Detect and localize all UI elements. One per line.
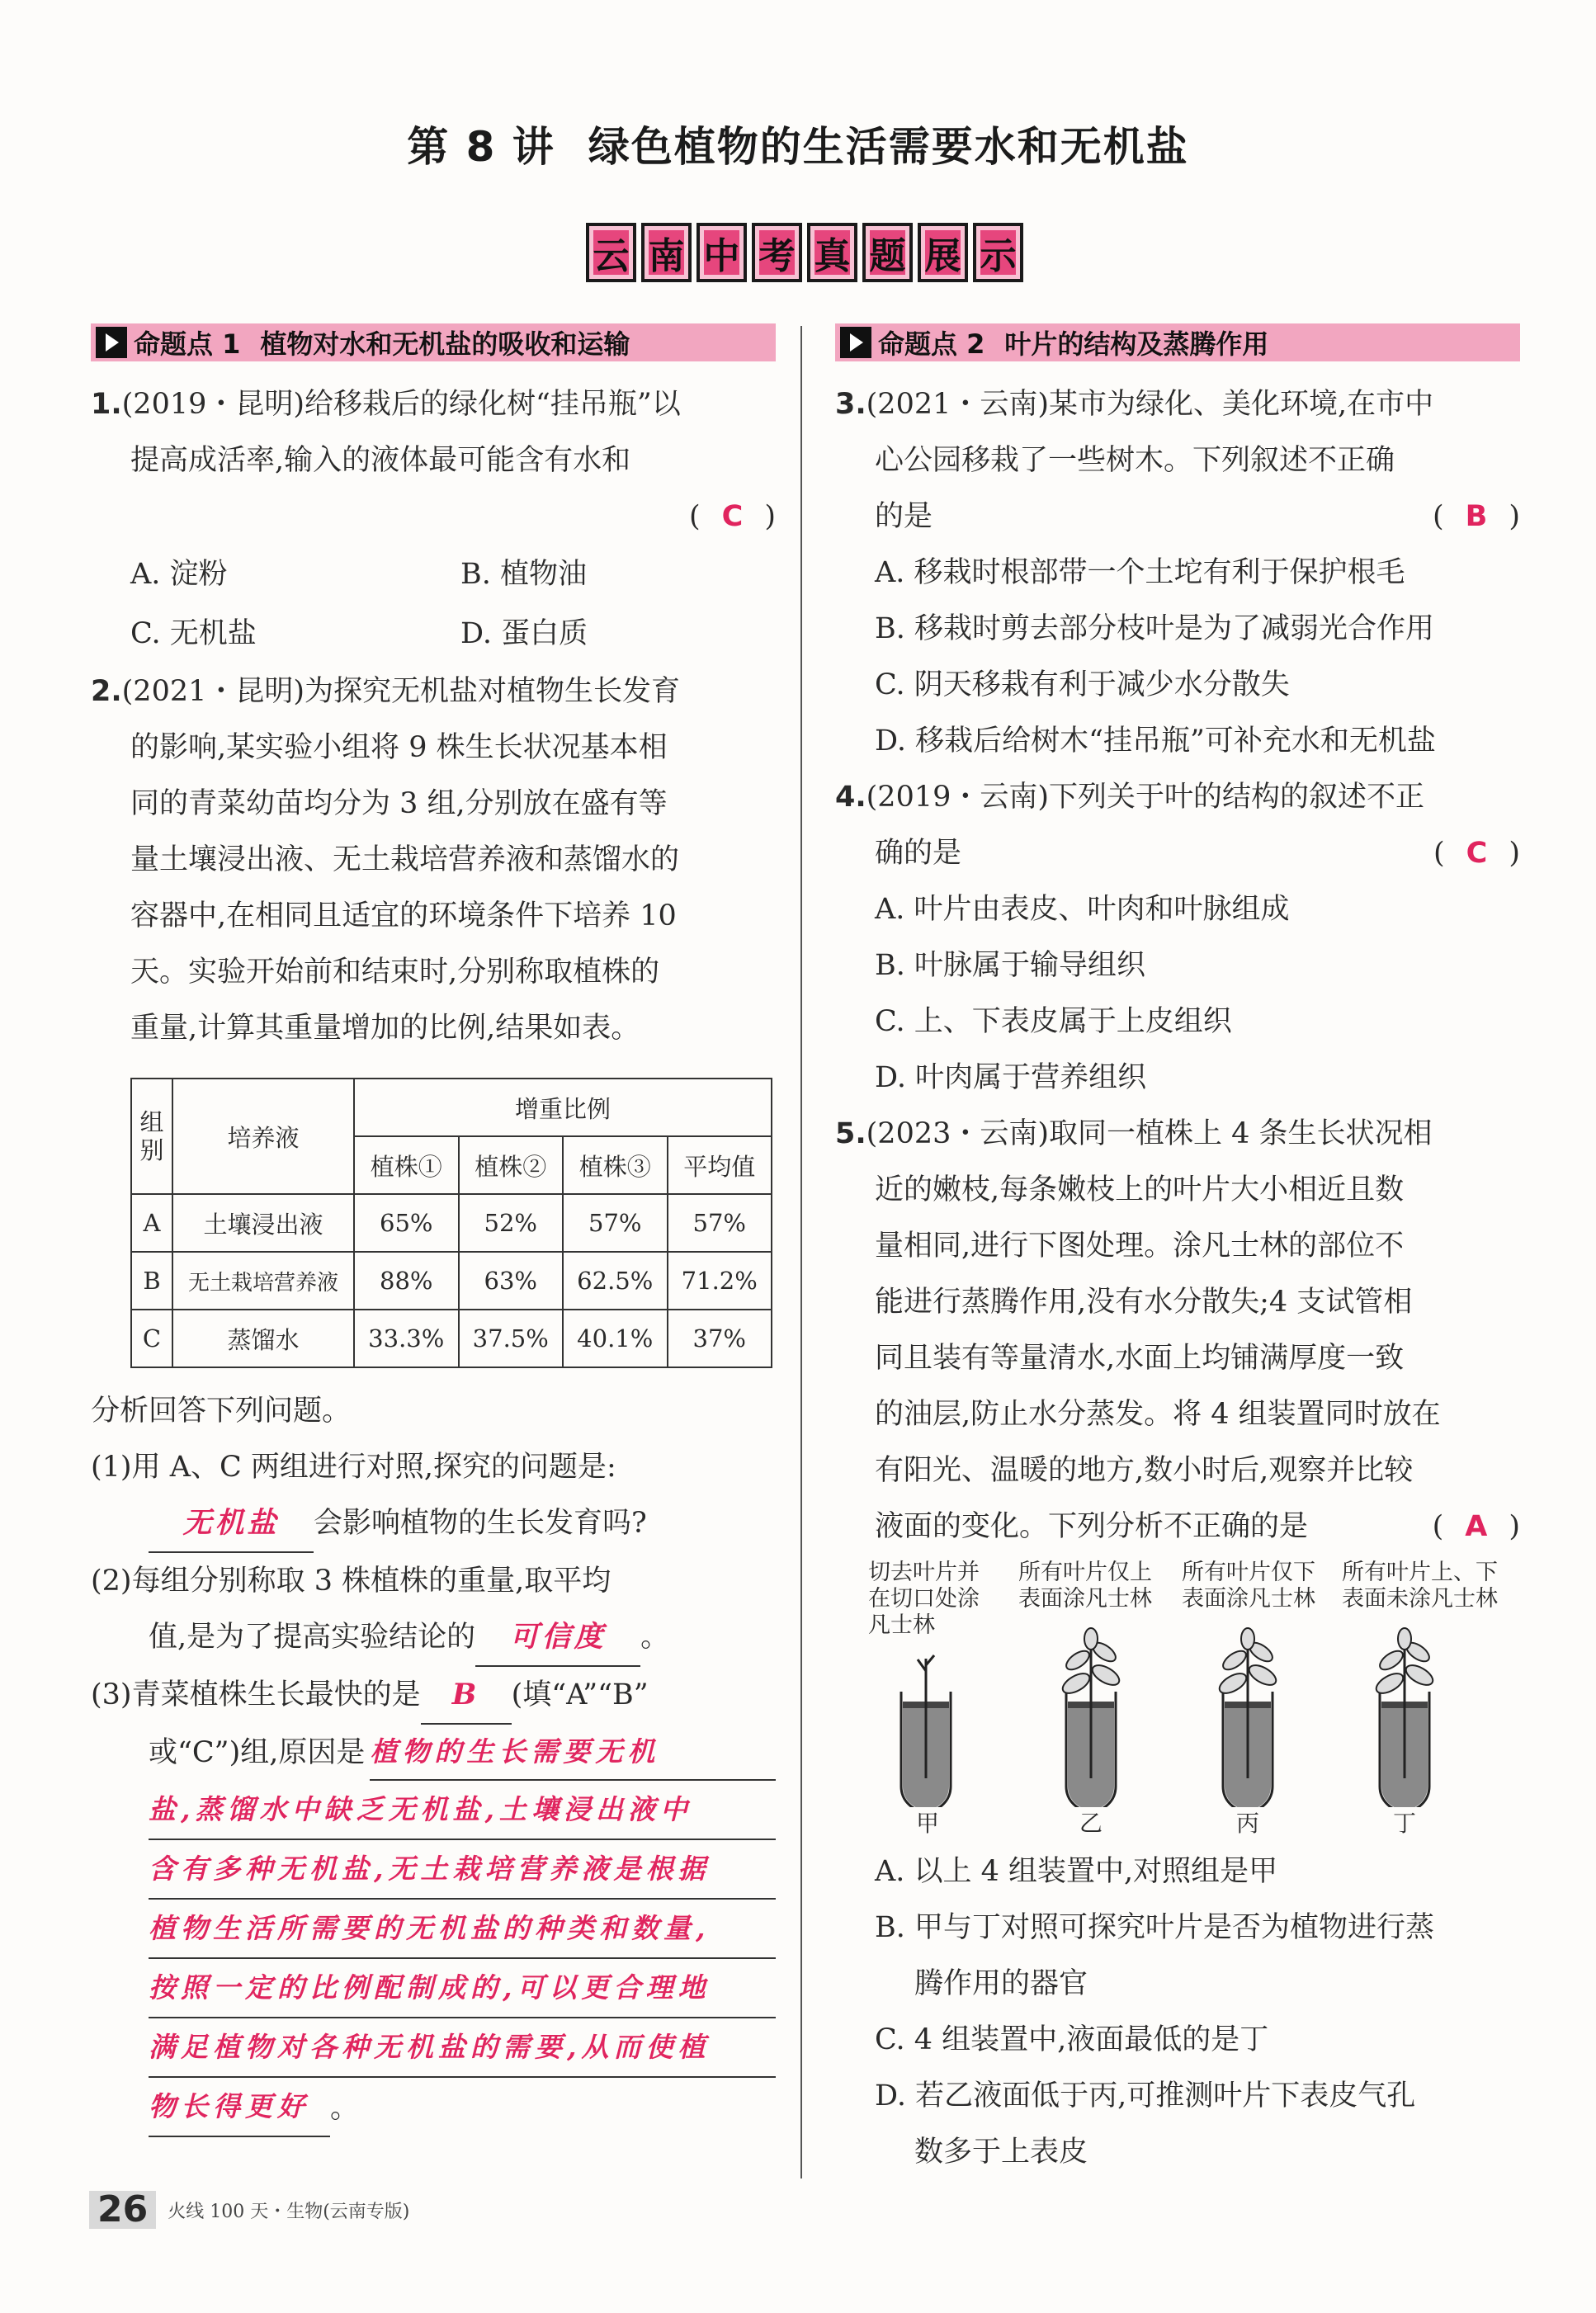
tube-label: 丙: [1236, 1810, 1260, 1837]
reason-line[interactable]: 盐,蒸馏水中缺乏无机盐,土壤浸出液中: [149, 1781, 776, 1840]
reason-line[interactable]: 植物的生长需要无机: [370, 1725, 776, 1781]
banner-char: 南: [641, 223, 692, 282]
question-2: 2.(2021・昆明)为探究无机盐对植物生长发育 的影响,某实验小组将 9 株生长状况基本相 同的青菜幼苗均分为 3 组,分别放在盛有等 量土壤浸出液、无土栽培营养液和蒸馏水的 容器中,在相同且适宜的环境条件下培养 10 天。实验开始前和结束时,分别称取植株的 重量,计算其重量增加的比例,结果如表。 组别 培养液 增重比例 植株① 植株② 植株③ 平均值 A 土壤浸出液 65% 52% 57% 57% B 无土栽培营养液 88% 63% 62.5% 71.2% C 蒸馏水 33.3% 37.5% 40.1% 37% 分析回答下列问题。 (1)用 A、C 两组进行对照,探究的问题是: 无机盐 会影响植物的生长发育吗? (2)每组分别称取 3 株植株的重量,取平均 值,是为了提高实验结论的 可信度 。 (3)青菜植株生长最快的是 B (填“A”“B” 或“C”)组,原因是 植物的生长需要无机 盐,蒸馏水中缺乏无机盐,土壤浸出液中 含有多种无机盐,无土栽培营养液是根据 植物生活所需要的无机盐的种类和数量, 按照一定的比例配制成的,可以更合理地 满足植物对各种无机盐的需要,从而使植 物长得更好 。: [91, 663, 776, 2137]
fill-blank-1[interactable]: 无机盐: [149, 1495, 314, 1553]
tube-label: 乙: [1079, 1810, 1103, 1837]
test-tubes-illustration: [868, 1560, 1520, 1807]
reason-line[interactable]: 植物生活所需要的无机盐的种类和数量,: [149, 1900, 776, 1959]
topic-header-1: 命题点 1 植物对水和无机盐的吸收和运输: [91, 323, 776, 361]
question-5: 5.(2023・云南)取同一植株上 4 条生长状况相 近的嫩枝,每条嫩枝上的叶片大小相近且数 量相同,进行下图处理。涂凡士林的部位不 能进行蒸腾作用,没有水分散失;4 支试管相 同且装有等量清水,水面上均铺满厚度一致 的油层,防止水分蒸发。将 4 组装置同时放在 有阳光、温暖的地方,数小时后,观察并比较 液面的变化。下列分析不正确的是 ( A ) 切去叶片并 在切口处涂 凡士林 所有叶片仅上 表面涂凡士林 所有叶片仅下 表面涂凡士林 所有叶片上、下 表面未涂凡士林 甲 乙 丙 丁 A. 以上 4 组装置中,对照组是甲 B. 甲与丁对照可探究叶片是否为植物进行蒸 腾作用的器官 C. 4 组装置中,液面最低的是丁 D. 若乙液面低于丙,可推测叶片下表皮气孔 数多于上表皮: [835, 1117, 1520, 2169]
reason-line[interactable]: 按照一定的比例配制成的,可以更合理地: [149, 1959, 776, 2018]
answer-5: A: [1465, 1510, 1488, 1543]
question-3: 3.(2021・云南)某市为绿化、美化环境,在市中 心公园移栽了一些树木。下列叙述不正确 的是 ( B ) A. 移栽时根部带一个土坨有利于保护根毛 B. 移栽时剪去部分枝叶是为了减弱光合作用 C. 阴天移栽有利于减少水分散失 D. 移栽后给树木“挂吊瓶”可补充水和无机盐: [835, 388, 1520, 758]
banner-char: 展: [918, 223, 968, 282]
left-column: [91, 323, 776, 2137]
play-icon: [840, 327, 871, 358]
results-table: 组别 培养液 增重比例 植株① 植株② 植株③ 平均值 A 土壤浸出液 65% 52% 57% 57% B 无土栽培营养液 88% 63% 62.5% 71.2% C 蒸馏水 33.3% 37.5% 40.1% 37%: [130, 1078, 772, 1368]
banner-char: 题: [862, 223, 913, 282]
footer: [89, 2188, 410, 2230]
question-4: 4.(2019・云南)下列关于叶的结构的叙述不正 确的是 ( C ) A. 叶片由表皮、叶肉和叶脉组成 B. 叶脉属于输导组织 C. 上、下表皮属于上皮组织 D. 叶肉属于营养组织: [835, 781, 1520, 1094]
table-row: C 蒸馏水 33.3% 37.5% 40.1% 37%: [131, 1310, 772, 1367]
setup-label: 所有叶片仅下 表面涂凡士林: [1182, 1560, 1315, 1612]
play-icon: [96, 327, 127, 358]
reason-line[interactable]: 物长得更好: [149, 2078, 330, 2137]
table-row: A 土壤浸出液 65% 52% 57% 57%: [131, 1194, 772, 1252]
experiment-diagram: [868, 1560, 1520, 1837]
banner-char: 考: [752, 223, 802, 282]
options-1: A. 淀粉 B. 植物油 C. 无机盐 D. 蛋白质: [130, 558, 588, 650]
footer-text: 火线 100 天・生物(云南专版): [168, 2201, 410, 2222]
reason-line[interactable]: 满足植物对各种无机盐的需要,从而使植: [149, 2018, 776, 2078]
answer-1: ( C ): [689, 500, 776, 533]
banner-char: 中: [696, 223, 747, 282]
fill-blank-2[interactable]: 可信度: [475, 1609, 640, 1667]
setup-label: 切去叶片并 在切口处涂 凡士林: [868, 1560, 980, 1638]
answer-3: B: [1465, 500, 1488, 533]
table-row: B 无土栽培营养液 88% 63% 62.5% 71.2%: [131, 1252, 772, 1310]
setup-label: 所有叶片仅上 表面涂凡士林: [1018, 1560, 1152, 1612]
banner-char: 云: [586, 223, 636, 282]
tube-label: 丁: [1393, 1810, 1417, 1837]
reason-line[interactable]: 含有多种无机盐,无土栽培营养液是根据: [149, 1840, 776, 1900]
tube-label: 甲: [916, 1810, 940, 1837]
question-1: 1.(2019・昆明)给移栽后的绿化树“挂吊瓶”以 提高成活率,输入的液体最可能含有水和 ( C ) A. 淀粉 B. 植物油 C. 无机盐 D. 蛋白质: [91, 376, 776, 663]
column-divider: [800, 326, 802, 2178]
fill-blank-3[interactable]: B: [421, 1667, 512, 1725]
page-number: 26: [89, 2191, 156, 2229]
section-banner: [586, 223, 1023, 287]
banner-char: 示: [973, 223, 1023, 282]
answer-4: C: [1466, 837, 1488, 870]
setup-label: 所有叶片上、下 表面未涂凡士林: [1342, 1560, 1498, 1612]
right-column: [835, 323, 1520, 2180]
page-title: 第 8 讲 绿色植物的生活需要水和无机盐: [407, 123, 1189, 171]
banner-char: 真: [807, 223, 857, 282]
topic-header-2: 命题点 2 叶片的结构及蒸腾作用: [835, 323, 1520, 361]
